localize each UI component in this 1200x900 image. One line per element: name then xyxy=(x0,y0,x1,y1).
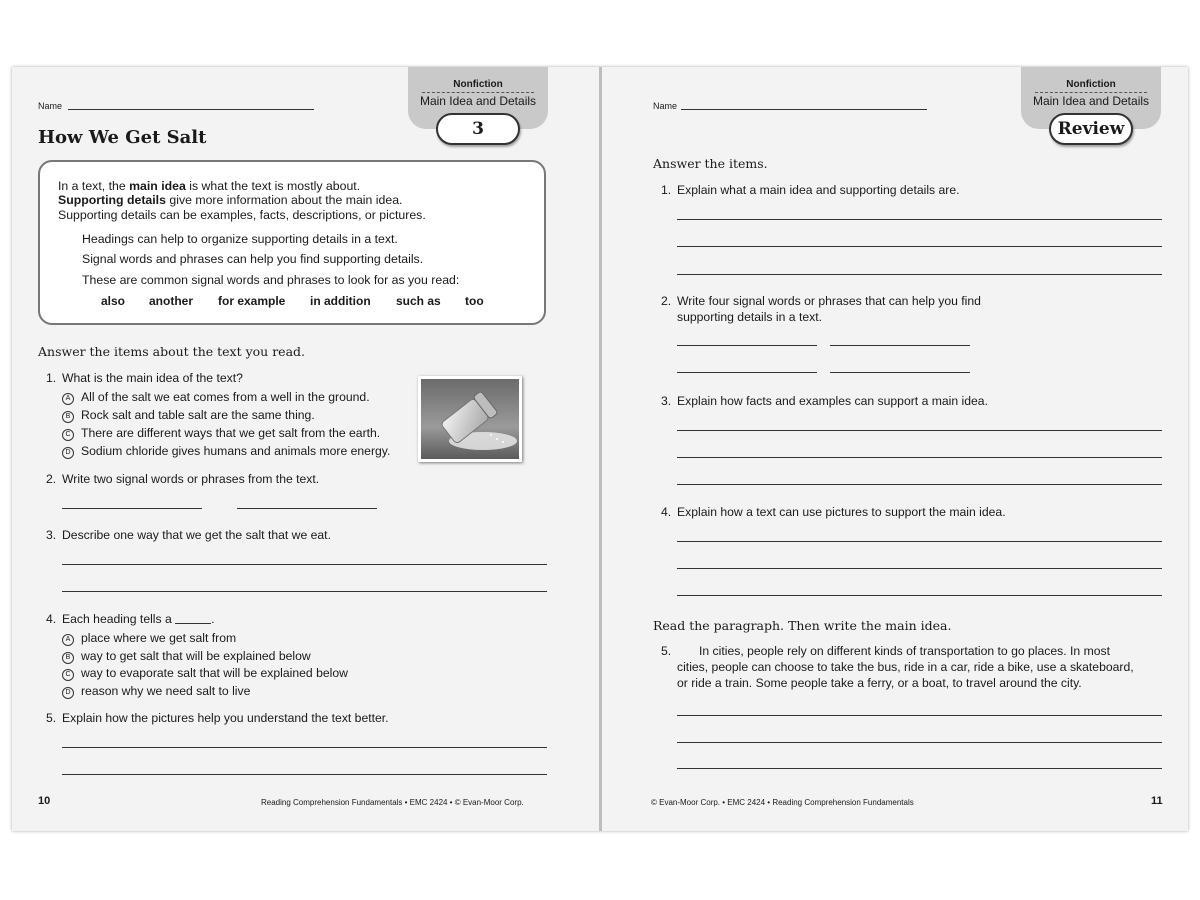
tab-category: Nonfiction xyxy=(1066,79,1116,90)
question-number: 4. xyxy=(46,612,57,626)
question-1 xyxy=(661,183,960,197)
skill-tab xyxy=(408,67,548,139)
question-4 xyxy=(661,505,1006,519)
answer-line[interactable] xyxy=(62,747,547,748)
question-1 xyxy=(46,371,243,385)
name-label: Name xyxy=(653,101,678,111)
answer-line[interactable] xyxy=(62,774,547,775)
paragraph-line-1: In cities, people rely on different kinds of transportation to go places. In most xyxy=(699,644,1110,658)
unit-badge: 3 xyxy=(436,113,520,145)
answer-line[interactable] xyxy=(677,345,817,346)
info-line-3: Supporting details can be examples, facts, descriptions, or pictures. xyxy=(58,208,426,222)
question-text-cont: supporting details in a text. xyxy=(677,310,822,324)
question-text: Write four signal words or phrases that can help you find xyxy=(677,294,981,308)
question-5 xyxy=(661,644,1110,658)
tab-category: Nonfiction xyxy=(453,79,503,90)
directions: Answer the items. xyxy=(653,156,768,171)
question-number: 5. xyxy=(661,644,672,658)
right-page xyxy=(601,67,1188,831)
info-line-6: These are common signal words and phrases to look for as you read: xyxy=(82,273,460,287)
answer-choice-b[interactable]: B Rock salt and table salt are the same thing. xyxy=(62,408,315,423)
question-text: Explain how a text can use pictures to support the main idea. xyxy=(677,505,1006,519)
answer-choice-c[interactable]: C There are different ways that we get salt from the earth. xyxy=(62,426,380,441)
signal-word: another xyxy=(149,294,194,308)
answer-line[interactable] xyxy=(677,595,1162,596)
answer-choice-a[interactable]: A All of the salt we eat comes from a well in the ground. xyxy=(62,390,370,405)
answer-line[interactable] xyxy=(677,768,1162,769)
answer-line[interactable] xyxy=(677,541,1162,542)
skill-tab xyxy=(1021,67,1161,139)
name-field[interactable] xyxy=(68,109,314,110)
tab-divider xyxy=(1035,92,1147,93)
answer-choice-b[interactable]: B way to get salt that will be explained below xyxy=(62,649,311,664)
review-badge: Review xyxy=(1049,113,1133,145)
footer-credit: Reading Comprehension Fundamentals • EMC 2424 • © Evan-Moor Corp. xyxy=(261,798,524,807)
question-text: Explain what a main idea and supporting details are. xyxy=(677,183,960,197)
bubble-icon[interactable]: C xyxy=(62,429,74,441)
answer-line[interactable] xyxy=(677,274,1162,275)
info-line-5: Signal words and phrases can help you find supporting details. xyxy=(82,252,424,266)
salt-shaker-photo xyxy=(418,376,522,462)
signal-word: too xyxy=(465,294,484,308)
fill-in-blank[interactable] xyxy=(175,614,211,624)
answer-line[interactable] xyxy=(677,484,1162,485)
question-5 xyxy=(46,711,389,725)
answer-line[interactable] xyxy=(830,372,970,373)
question-number: 1. xyxy=(661,183,672,197)
answer-line[interactable] xyxy=(677,219,1162,220)
question-text: Describe one way that we get the salt that we eat. xyxy=(62,528,331,542)
question-number: 2. xyxy=(661,294,672,308)
answer-line[interactable] xyxy=(830,345,970,346)
answer-line[interactable] xyxy=(62,508,202,509)
page-number: 11 xyxy=(1151,795,1163,807)
answer-line[interactable] xyxy=(62,591,547,592)
bubble-icon[interactable]: A xyxy=(62,634,74,646)
paragraph-line-3: or ride a train. Some people take a ferry, or a boat, to travel around the city. xyxy=(677,676,1082,690)
signal-word: also xyxy=(101,294,126,308)
footer-credit: © Evan-Moor Corp. • EMC 2424 • Reading Comprehension Fundamentals xyxy=(651,798,914,807)
answer-line[interactable] xyxy=(677,715,1162,716)
bubble-icon[interactable]: B xyxy=(62,411,74,423)
signal-word: such as xyxy=(396,294,441,308)
paragraph-line-2: cities, people can choose to take the bus, ride in a car, ride a bike, use a skateboard, xyxy=(677,660,1134,674)
page-number: 10 xyxy=(38,795,51,807)
question-number: 4. xyxy=(661,505,672,519)
page-title: How We Get Salt xyxy=(38,127,207,148)
question-number: 1. xyxy=(46,371,57,385)
answer-line[interactable] xyxy=(62,564,547,565)
question-text: Write two signal words or phrases from the text. xyxy=(62,472,320,486)
workbook-spread xyxy=(12,67,1188,831)
answer-choice-d[interactable]: D reason why we need salt to live xyxy=(62,684,250,699)
bubble-icon[interactable]: B xyxy=(62,652,74,664)
question-text: Explain how the pictures help you understand the text better. xyxy=(62,711,389,725)
name-label: Name xyxy=(38,101,63,111)
bubble-icon[interactable]: D xyxy=(62,687,74,699)
directions: Answer the items about the text you read. xyxy=(38,344,305,359)
info-line-1: In a text, the main idea is what the text is mostly about. xyxy=(58,179,361,193)
answer-line[interactable] xyxy=(677,430,1162,431)
info-line-2: Supporting details give more information about the main idea. xyxy=(58,193,403,207)
info-line-4: Headings can help to organize supporting details in a text. xyxy=(82,232,398,246)
question-number: 3. xyxy=(46,528,57,542)
signal-word: for example xyxy=(218,294,286,308)
info-box xyxy=(38,160,546,325)
question-2 xyxy=(661,294,981,324)
answer-choice-c[interactable]: C way to evaporate salt that will be explained below xyxy=(62,666,348,681)
answer-line[interactable] xyxy=(237,508,377,509)
question-4: 4. Each heading tells a . xyxy=(46,612,215,626)
left-page xyxy=(12,67,600,831)
answer-line[interactable] xyxy=(677,742,1162,743)
signal-word: in addition xyxy=(310,294,371,308)
answer-line[interactable] xyxy=(677,568,1162,569)
answer-line[interactable] xyxy=(677,372,817,373)
answer-line[interactable] xyxy=(677,457,1162,458)
question-number: 5. xyxy=(46,711,57,725)
tab-divider xyxy=(422,92,534,93)
bubble-icon[interactable]: A xyxy=(62,393,74,405)
question-text: Each heading tells a xyxy=(62,612,172,626)
question-number: 3. xyxy=(661,394,672,408)
answer-choice-a[interactable]: A place where we get salt from xyxy=(62,631,236,646)
question-3 xyxy=(46,528,331,542)
question-text: Explain how facts and examples can support a main idea. xyxy=(677,394,988,408)
bubble-icon[interactable]: C xyxy=(62,669,74,681)
tab-skill: Main Idea and Details xyxy=(1032,94,1150,108)
tab-skill: Main Idea and Details xyxy=(419,94,537,108)
answer-choice-d[interactable]: D Sodium chloride gives humans and animals more energy. xyxy=(62,444,390,459)
salt-shaker-image xyxy=(421,379,519,459)
name-field[interactable] xyxy=(681,109,927,110)
question-number: 2. xyxy=(46,472,57,486)
bubble-icon[interactable]: D xyxy=(62,447,74,459)
question-text: What is the main idea of the text? xyxy=(62,371,243,385)
question-2 xyxy=(46,472,320,486)
answer-line[interactable] xyxy=(677,246,1162,247)
question-3 xyxy=(661,394,988,408)
directions: Read the paragraph. Then write the main idea. xyxy=(653,618,952,633)
